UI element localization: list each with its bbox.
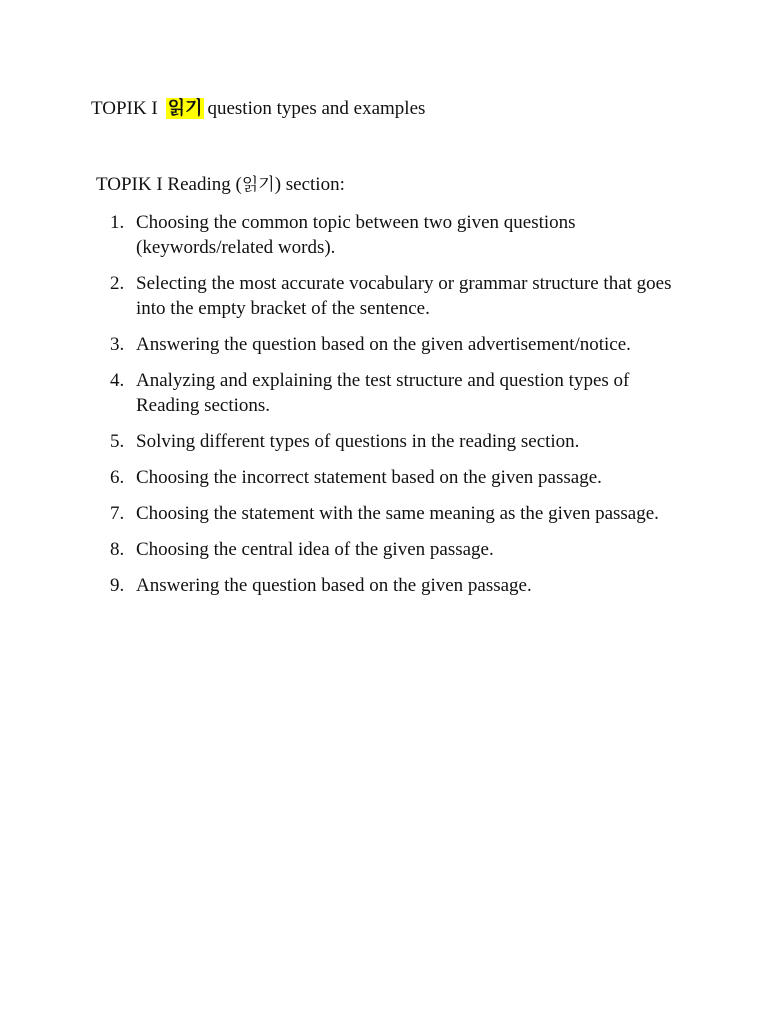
list-item-text: Choosing the statement with the same meaning as the given passage. xyxy=(136,503,659,524)
list-item-number: 5. xyxy=(110,431,125,452)
list-item-number: 9. xyxy=(110,575,125,596)
section-heading-korean: 읽기 xyxy=(241,175,275,195)
document-title xyxy=(91,96,425,122)
list-item-number: 2. xyxy=(110,273,125,294)
list-item-text: Answering the question based on the given advertisement/notice. xyxy=(136,334,631,355)
list-item-number: 8. xyxy=(110,539,125,560)
list-item-number: 1. xyxy=(110,212,125,233)
title-suffix: question types and examples xyxy=(207,98,426,119)
list-item-text: Solving different types of questions in the reading section. xyxy=(136,431,580,452)
list-item xyxy=(96,537,696,562)
list-item-number: 6. xyxy=(110,467,125,488)
section-heading-prefix: TOPIK I Reading ( xyxy=(96,174,242,195)
title-highlight: 읽기 xyxy=(167,98,203,119)
question-types-list xyxy=(96,210,696,609)
list-item xyxy=(96,332,696,357)
list-item-text: Analyzing and explaining the test structure and question types of Reading sections. xyxy=(136,370,630,416)
list-item xyxy=(96,210,696,260)
list-item-text: Choosing the common topic between two given questions (keywords/related words). xyxy=(136,212,576,258)
list-item-text: Selecting the most accurate vocabulary or grammar structure that goes into the empty bracket of the sentence. xyxy=(136,273,672,319)
title-prefix: TOPIK I xyxy=(91,98,158,119)
list-item-text: Answering the question based on the given passage. xyxy=(136,575,532,596)
list-item-text: Choosing the central idea of the given passage. xyxy=(136,539,494,560)
list-item-number: 3. xyxy=(110,334,125,355)
list-item xyxy=(96,501,696,526)
list-item-text: Choosing the incorrect statement based on the given passage. xyxy=(136,467,602,488)
list-item xyxy=(96,368,696,418)
list-item-number: 7. xyxy=(110,503,125,524)
list-item xyxy=(96,429,696,454)
list-item xyxy=(96,271,696,321)
list-item xyxy=(96,573,696,598)
section-heading xyxy=(96,172,345,198)
list-item xyxy=(96,465,696,490)
list-item-number: 4. xyxy=(110,370,125,391)
section-heading-suffix: ) section: xyxy=(274,174,345,195)
